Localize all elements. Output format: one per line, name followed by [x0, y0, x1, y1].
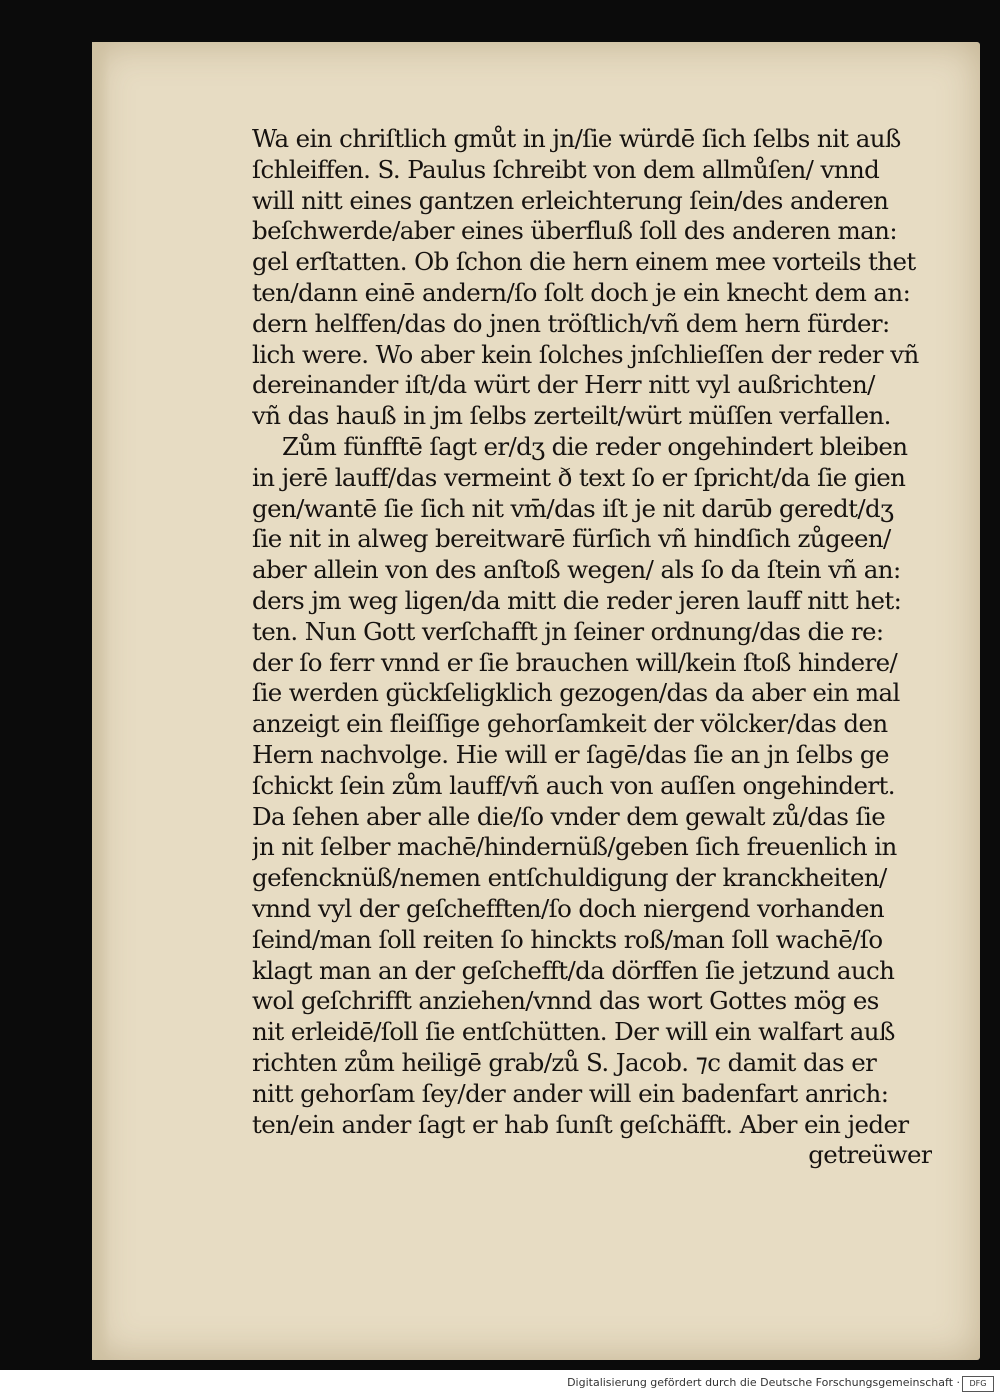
- text-line-19: ſie werden gückſeligklich gezogen/das da aber ein mal: [252, 678, 900, 708]
- text-line-31: richten zům heiligē grab/zů S. Jacob. ⁊c damit das er: [252, 1047, 877, 1077]
- text-line-25: gefencknüß/nemen entſchuldigung der kranckheiten/: [252, 863, 887, 893]
- text-line-18: der ſo ferr vnnd er ſie brauchen will/kein ſtoß hindere/: [252, 647, 898, 677]
- text-line-15: aber allein von des anſtoß wegen/ als ſo da ſtein vñ an:: [252, 555, 901, 585]
- text-line-13: gen/wantē ſie ſich nit vm̄/das iſt je nit darūb geredt/dʒ: [252, 493, 894, 523]
- text-line-4: beſchwerde/aber eines überfluß ſoll des anderen man:: [252, 216, 897, 246]
- text-line-6: ten/dann einē andern/ſo ſolt doch je ein knecht dem an:: [252, 277, 911, 307]
- text-line-32: nitt gehorſam ſey/der ander will ein badenfart anrich:: [252, 1078, 889, 1108]
- text-line-2: ſchleiffen. S. Paulus ſchreibt von dem allmůſen/ vnnd: [252, 154, 880, 184]
- text-line-20: anzeigt ein fleiſſige gehorſamkeit der völcker/das den: [252, 709, 888, 739]
- dfg-logo: DFG: [962, 1376, 994, 1392]
- text-line-29: wol geſchrifft anziehen/vnnd das wort Gottes mög es: [252, 986, 879, 1016]
- text-line-33: ten/ein ander ſagt er hab ſunſt geſchäfft. Aber ein jeder: [252, 1109, 909, 1139]
- text-line-8: lich were. Wo aber kein ſolches jnſchlieſſen der reder vñ: [252, 339, 919, 369]
- text-line-7: dern helffen/das do jnen tröſtlich/vñ dem hern fürder:: [252, 308, 890, 338]
- text-line-14: ſie nit in alweg bereitwarē fürſich vñ hindſich zůgeen/: [252, 524, 891, 554]
- text-line-10: vñ das hauß in jm ſelbs zerteilt/würt müſſen verfallen.: [252, 401, 891, 431]
- text-line-24: jn nit ſelber machē/hindernüß/geben ſich freuenlich in: [252, 832, 897, 862]
- funding-note: Digitalisierung gefördert durch die Deutsche Forschungsgemeinschaft ·: [567, 1376, 960, 1389]
- text-line-1: Wa ein chriſtlich gmůt in jn/ſie würdē ſich ſelbs nit auß: [252, 124, 901, 153]
- text-line-28: klagt man an der geſchefft/da dörffen ſie jetzund auch: [252, 955, 895, 985]
- footer-bar: [0, 1374, 1000, 1395]
- text-line-3: will nitt eines gantzen erleichterung ſein/des anderen: [252, 185, 889, 215]
- catchword: getreüwer: [808, 1140, 932, 1170]
- text-line-30: nit erleidē/ſoll ſie entſchütten. Der will ein walfart auß: [252, 1017, 895, 1047]
- text-line-12: in jerē lauff/das vermeint ð text ſo er ſpricht/da ſie gien: [252, 462, 906, 492]
- text-line-9: dereinander iſt/da würt der Herr nitt vyl außrichten/: [252, 370, 875, 400]
- text-line-27: ſeind/man ſoll reiten ſo hinckts roß/man ſoll wachē/ſo: [252, 924, 883, 954]
- text-line-17: ten. Nun Gott verſchafft jn ſeiner ordnung/das die re:: [252, 616, 884, 646]
- text-line-16: ders jm weg ligen/da mitt die reder jeren lauff nitt het:: [252, 585, 902, 615]
- text-line-22: ſchickt ſein zům lauff/vñ auch von auſſen ongehindert.: [252, 770, 895, 800]
- text-line-11: Zům fünfftē ſagt er/dʒ die reder ongehindert bleiben: [282, 431, 908, 461]
- text-line-23: Da ſehen aber alle die/ſo vnder dem gewalt zů/das ſie: [252, 801, 886, 831]
- text-line-21: Hern nachvolge. Hie will er ſagē/das ſie an jn ſelbs ge: [252, 739, 889, 769]
- text-line-5: gel erſtatten. Ob ſchon die hern einem mee vorteils thet: [252, 247, 916, 277]
- text-line-26: vnnd vyl der geſchefften/ſo doch niergend vorhanden: [252, 893, 885, 923]
- page-gutter-shadow: [92, 42, 110, 1360]
- page-text-block: [252, 124, 932, 1171]
